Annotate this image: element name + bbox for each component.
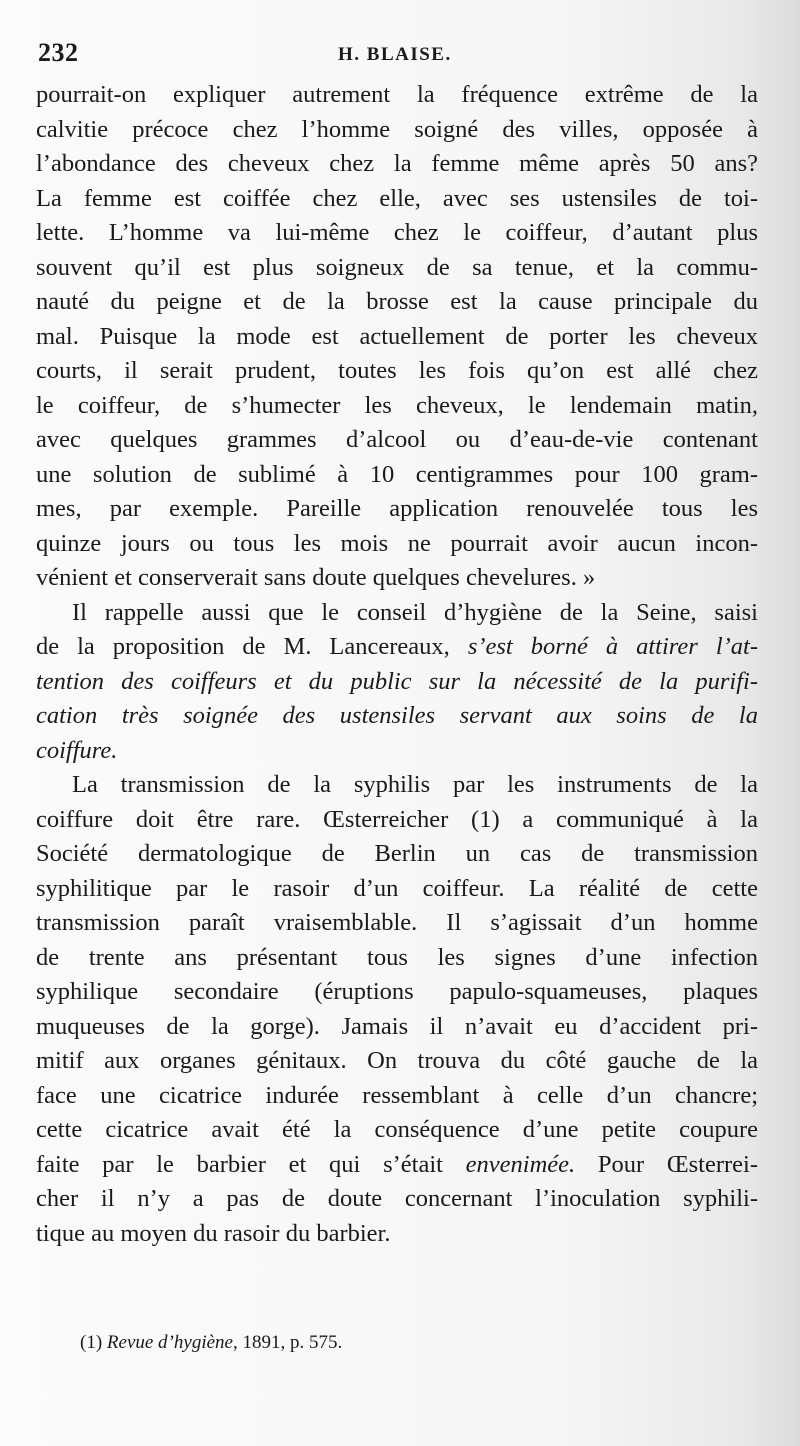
text-line: Il rappelle aussi que le conseil d’hygiène de la Seine, saisi	[72, 598, 758, 626]
text-line: tique au moyen du rasoir du barbier.	[36, 1219, 391, 1247]
text-line: mal. Puisque la mode est actuellement de porter les cheveux	[36, 322, 758, 350]
text-line: Société dermatologique de Berlin un cas de transmission	[36, 840, 758, 867]
text-line-italic: coiffure.	[36, 736, 118, 764]
text-line: le coiffeur, de s’humecter les cheveux, le lendemain matin,	[36, 391, 758, 419]
text-line: syphilitique par le rasoir d’un coiffeur. La réalité de cette	[36, 874, 758, 902]
text-line: une solution de sublimé à 10 centigrammes pour 100 gram-	[36, 460, 758, 488]
body-text	[36, 78, 758, 1251]
running-head: H. BLAISE.	[338, 44, 452, 65]
text-line: lette. L’homme va lui-même chez le coiffeur, d’autant plus	[36, 219, 758, 246]
text-line	[36, 630, 758, 665]
page-number: 232	[38, 38, 79, 67]
text-italic: s’est borné à attirer l’at-	[467, 633, 759, 660]
text-line-italic: cation très soignée des ustensiles servant aux soins de la	[36, 702, 758, 729]
text-line: coiffure doit être rare. Œsterreicher (1) a communiqué à la	[36, 805, 758, 833]
page-header	[38, 38, 758, 78]
text-roman: faite par le barbier et qui s’était	[36, 1150, 466, 1178]
text-line: souvent qu’il est plus soigneux de sa tenue, et la commu-	[36, 253, 758, 281]
text-line: muqueuses de la gorge). Jamais il n’avait eu d’accident pri-	[36, 1012, 758, 1040]
text-line: La transmission de la syphilis par les instruments de la	[72, 771, 758, 798]
paragraph-transmission-syphilis	[36, 768, 758, 1251]
text-line: pourrait-on expliquer autrement la fréquence extrême de la	[36, 81, 758, 108]
text-line-italic: tention des coiffeurs et du public sur la nécessité de la purifi-	[36, 667, 758, 695]
text-line: mitif aux organes génitaux. On trouva du côté gauche de la	[36, 1047, 758, 1074]
footnote-journal: Revue d’hygiène	[106, 1332, 233, 1353]
text-line: syphilique secondaire (éruptions papulo-squameuses, plaques	[36, 978, 758, 1005]
text-line: cher il n’y a pas de doute concernant l’inoculation syphili-	[36, 1185, 758, 1212]
text-line: avec quelques grammes d’alcool ou d’eau-de-vie contenant	[36, 426, 758, 453]
text-roman: de la proposition de M. Lancereaux,	[36, 633, 468, 660]
text-line: transmission paraît vraisemblable. Il s’agissait d’un homme	[36, 909, 758, 936]
text-line: quinze jours ou tous les mois ne pourrait avoir aucun incon-	[36, 529, 758, 557]
text-line: face une cicatrice indurée ressemblant à celle d’un chancre;	[36, 1081, 758, 1109]
footnote-citation: , 1891, p. 575.	[232, 1332, 343, 1353]
text-line	[36, 1148, 758, 1183]
text-line: de trente ans présentant tous les signes d’une infection	[36, 943, 758, 971]
text-line: courts, il serait prudent, toutes les fois qu’on est allé chez	[36, 357, 758, 384]
text-line: mes, par exemple. Pareille application renouvelée tous les	[36, 495, 758, 522]
text-line: cette cicatrice avait été la conséquence d’une petite coupure	[36, 1116, 758, 1143]
text-line: l’abondance des cheveux chez la femme même après 50 ans?	[36, 150, 758, 177]
text-line: nauté du peigne et de la brosse est la cause principale du	[36, 288, 758, 315]
paragraph-conseil-hygiene	[36, 596, 758, 769]
paragraph-quotation	[36, 78, 758, 596]
footnote	[80, 1332, 342, 1354]
text-line: calvitie précoce chez l’homme soigné des villes, opposée à	[36, 115, 758, 143]
footnote-marker: (1)	[80, 1332, 107, 1353]
text-line: La femme est coiffée chez elle, avec ses ustensiles de toi-	[36, 184, 758, 212]
text-line: vénient et conserverait sans doute quelques chevelures. »	[36, 564, 596, 591]
text-roman: Pour Œsterrei-	[575, 1150, 758, 1178]
text-italic: envenimée.	[465, 1150, 576, 1178]
